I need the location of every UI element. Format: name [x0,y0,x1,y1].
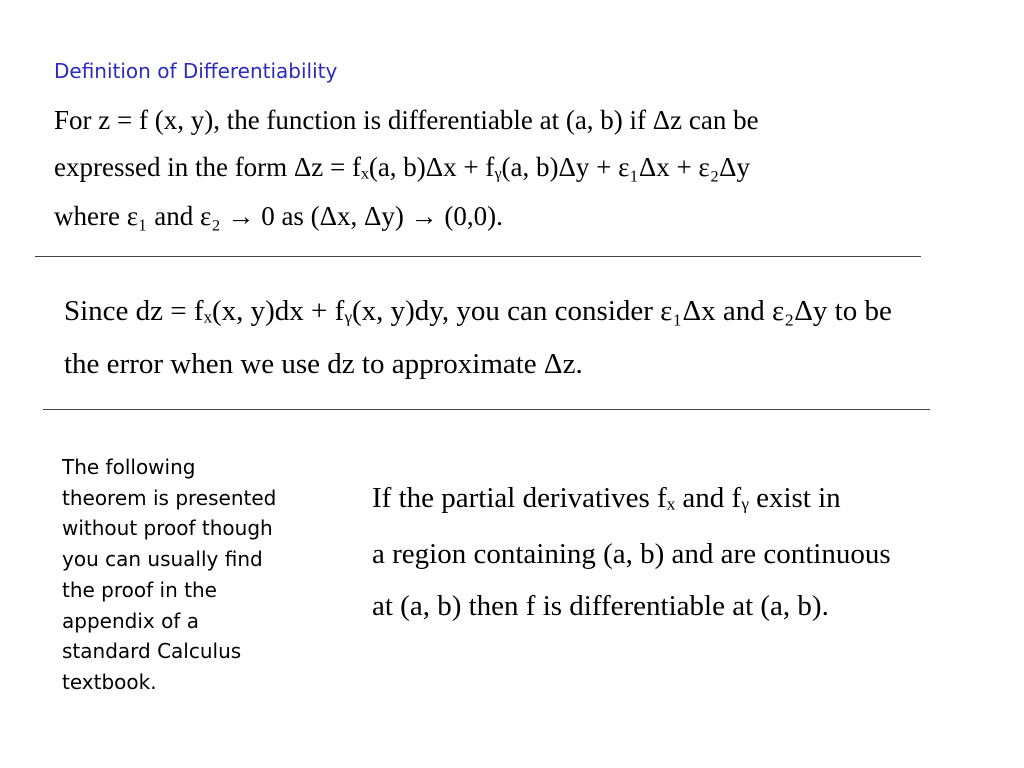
error-note-line-1: Since dz = fₓ(x, y)dx + fᵧ(x, y)dy, you can consider ε₁Δx and ε₂Δy to be [64,295,892,327]
divider-top [35,256,921,257]
side-note-line: standard Calculus [62,639,242,664]
side-note [62,452,327,698]
definition-line-2: expressed in the form Δz = fₓ(a, b)Δx + fᵧ(a, b)Δy + ε₁Δx + ε₂Δy [54,152,751,182]
side-note-line: appendix of a [62,608,199,633]
theorem-line-1: If the partial derivatives fₓ and fᵧ exist in [372,482,841,514]
definition-line-1: For z = f (x, y), the function is differentiable at (a, b) if Δz can be [54,105,759,135]
theorem-line-2: a region containing (a, b) and are continuous [372,538,891,570]
theorem-line-3: at (a, b) then f is differentiable at (a, b). [372,590,829,622]
side-note-line: the proof in the [62,577,217,602]
side-note-line: without proof though [62,516,273,541]
section-title: Definition of Differentiability [54,59,338,83]
definition-line-3: where ε₁ and ε₂ → 0 as (Δx, Δy) → (0,0). [54,201,503,231]
error-note-line-2: the error when we use dz to approximate Δz. [64,348,583,380]
side-note-line: textbook. [62,669,157,694]
divider-bottom [43,409,930,410]
side-note-line: theorem is presented [62,485,277,510]
side-note-line: The following [62,455,196,479]
side-note-line: you can usually find [62,547,263,572]
